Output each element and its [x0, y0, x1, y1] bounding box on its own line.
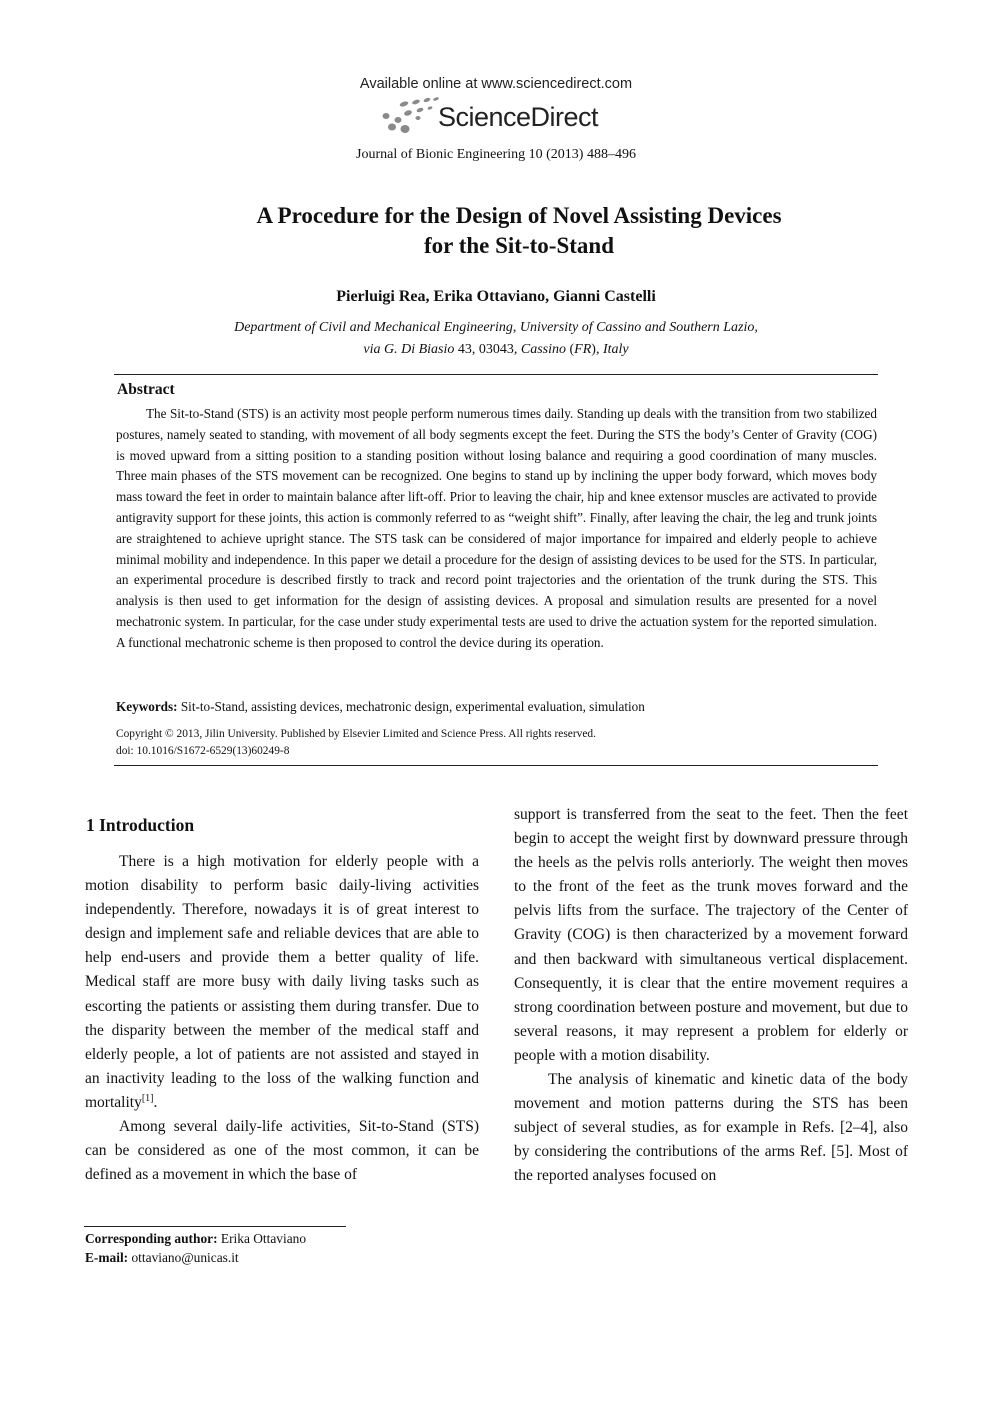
email-label: E-mail:	[85, 1250, 129, 1265]
paragraph	[85, 850, 479, 1115]
corresponding-author-label: Corresponding author:	[85, 1231, 218, 1246]
corresponding-author-name: Erika Ottaviano	[217, 1231, 307, 1246]
available-online-line: Available online at www.sciencedirect.com	[359, 76, 633, 92]
affiliation-country: Italy	[602, 341, 629, 357]
paragraph: The analysis of kinematic and kinetic data of the body movement and motion patterns during the STS has been subject of several studies, as for example in Refs. [2–4], also by considering the contributions of the arms Ref. [5]. Most of the reported analyses focused on	[514, 1071, 908, 1185]
left-column	[85, 850, 479, 1187]
keywords-label: Keywords:	[116, 699, 178, 714]
paragraph: Among several daily-life activities, Sit-to-Stand (STS) can be considered as one of the most common, it can be defined as a movement in which the base of	[85, 1118, 479, 1184]
affiliation-line-2	[0, 339, 992, 361]
email-address: ottaviano@unicas.it	[128, 1250, 239, 1265]
paragraph-continued: support is transferred from the seat to the feet. Then the feet begin to accept the weight first by downward pressure through the heels as the pelvis rolls anteriorly. The weight then moves to the front of the feet as the trunk moves forward and the pelvis lifts from the surface. The trajectory of the Center of Gravity (COG) is then characterized by a movement forward and then backward with simultaneous vertical displacement. Consequently, it is clear that the entire movement requires a strong coordination between posture and movement, but due to several reasons, it may represent a problem for elderly or people with a motion disability.	[514, 806, 908, 1064]
sciencedirect-logo	[380, 96, 620, 140]
article-title	[0, 201, 992, 261]
footnote	[85, 1229, 306, 1267]
section-heading-introduction: 1 Introduction	[86, 815, 195, 835]
keywords	[116, 699, 877, 715]
keywords-list: Sit-to-Stand, assisting devices, mechatronic design, experimental evaluation, simulation	[177, 699, 645, 714]
affiliation-paren-close: ),	[591, 341, 603, 357]
abstract-top-rule	[114, 374, 878, 375]
right-column	[514, 803, 908, 1189]
abstract-heading: Abstract	[117, 381, 175, 398]
affiliation-line-1: Department of Civil and Mechanical Engineering, University of Cassino and Southern Lazio,	[234, 320, 758, 335]
doi: doi: 10.1016/S1672-6529(13)60249-8	[116, 744, 290, 757]
affiliation-paren-open: (	[566, 341, 575, 357]
paragraph-text: There is a high motivation for elderly people with a motion disability to perform basic daily-living activities independently. Therefore, nowadays it is of great interest to design and implement safe and reliable devices that are able to help end-users and provide them a better quality of life. Medical staff are more busy with daily living tasks such as escorting the patients or assisting them during transfer. Due to the disparity between the member of the medical staff and elderly people, a lot of patients are not assisted and stayed in an inactivity leading to the loss of the walking function and mortality	[85, 853, 479, 1111]
abstract-bottom-rule	[114, 765, 878, 766]
footnote-rule	[84, 1226, 346, 1227]
corresponding-author	[85, 1229, 306, 1248]
affiliation-city: Cassino	[520, 341, 566, 357]
copyright-notice: Copyright © 2013, Jilin University. Published by Elsevier Limited and Science Press. All rights reserved.	[116, 728, 596, 740]
affiliation-province: FR	[574, 341, 592, 357]
affiliation-street: via G. Di Biasio	[363, 341, 455, 357]
affiliation-postcode: 43, 03043,	[454, 341, 521, 357]
citation-ref: [1]	[141, 1092, 154, 1104]
copyright-block	[116, 726, 596, 759]
title-line-2: for the Sit-to-Stand	[424, 233, 614, 258]
email	[85, 1248, 306, 1267]
author-list: Pierluigi Rea, Erika Ottaviano, Gianni Castelli	[336, 288, 656, 305]
abstract-body: The Sit-to-Stand (STS) is an activity most people perform numerous times daily. Standing up deals with the transition from two stabilized postures, namely seated to standing, with movement of all body segments except the feet. During the STS the body’s Center of Gravity (COG) is moved upward from a sitting position to a standing position without losing balance and requiring a good coordination of many muscles. Three main phases of the STS movement can be recognized. One begins to stand up by inclining the upper body forward, which moves body mass toward the feet in order to maintain balance after lift-off. Prior to leaving the chair, hip and knee extensor muscles are activated to provide antigravity support for these joints, this action is commonly referred to as “weight shift”. Finally, after leaving the chair, the leg and trunk joints are straightened to achieve upright stance. The STS task can be considered of major importance for impaired and elderly people to achieve minimal mobility and independence. In this paper we detail a procedure for the design of assisting devices to be used for the STS. In particular, an experimental procedure is described firstly to track and record point trajectories and the orientation of the trunk during the STS. This analysis is then used to get information for the design of assisting devices. A proposal and simulation results are presented for a novel mechatronic system. In particular, for the case under study experimental tests are used to drive the actuation system for the reported simulation. A functional mechatronic scheme is then proposed to control the device during its operation.	[116, 406, 877, 650]
affiliation	[0, 317, 992, 360]
journal-citation: Journal of Bionic Engineering 10 (2013) 488–496	[356, 147, 636, 162]
title-line-1: A Procedure for the Design of Novel Assisting Devices	[256, 203, 782, 228]
paragraph-end: .	[153, 1093, 158, 1111]
sciencedirect-wordmark: ScienceDirect	[438, 102, 599, 132]
sciencedirect-logo-dots-icon	[380, 96, 440, 140]
